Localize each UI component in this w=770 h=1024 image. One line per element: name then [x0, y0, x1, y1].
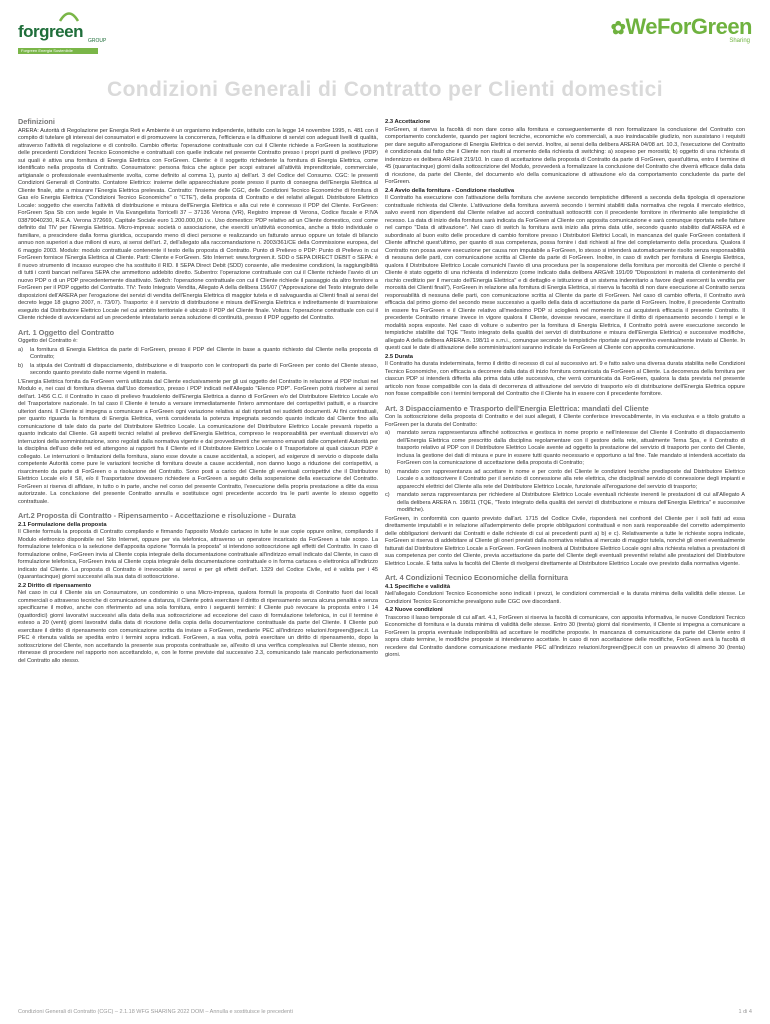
- list-item-text: mandato senza rappresentanza per richiedere al Distributore Elettrico Locale eventuali richieste inerenti le prestazioni di cui all'Allegato A della delibera ARERA n. 198/11 (TQE, "Testo integrato della qualità dei servizi di distribuzione e misura dell'Energia Elettrica" e successive modifiche).: [397, 492, 745, 513]
- paragraph: ForGreen, si riserva la facoltà di non dare corso alla fornitura e conseguentemente di non formalizzare la conclusione del Contratto con comportamento concludente, quando per ragioni tecniche, economiche e/o commerciali, a suo insindacabile giudizio, non sussistano i requisiti per dare seguito all'erogazione di Energia Elettrica o dei servizi. Inoltre, ai sensi della delibera ARERA 04/08 art. 10.3, l'esecuzione del Contratto è condizionata dal fatto che il Cliente non risulti al momento della richiesta di switching: a) sospeso per morosità; b) oggetto di una richiesta di indennizzo ex delibera ARG/elt 219/10. In caso di accettazione della proposta di Contratto da parte di ForGreen, quest'ultima, entro il termine di 45 (quarantacinque) giorni dalla sottoscrizione del Modulo, provvederà a formalizzare la conclusione del Contratto che diverrà efficace dalla data di ricezione, da parte del Cliente, del documento e/o della comunicazione di attivazione e/o da comportamento concludente da parte del ForGreen.: [385, 126, 745, 185]
- weforgreen-logo-sub: Sharing: [729, 38, 750, 44]
- page-header: [0, 0, 770, 60]
- page-title: Condizioni Generali di Contratto per Clienti domestici: [107, 78, 663, 101]
- list-item: [385, 469, 745, 492]
- subsection-heading: 4.1 Specifiche e validità: [385, 583, 451, 590]
- subsection-heading: 2.2 Diritto di ripensamento: [18, 582, 92, 589]
- leaf-icon: [58, 10, 80, 22]
- forgreen-logo-tagline: Forgreen Energia Sostenibile: [21, 48, 73, 53]
- paragraph: ForGreen, in conformità con quanto previsto dall'art. 1715 del Codice Civile, risponderà nei confronti del Cliente per i soli fatti ad essa direttamente imputabili e in relazione all'adempimento delle proprie obbligazioni contrattuali e non sarà responsabile del corretto adempimento delle obbligazioni derivanti dai Contratti e dalle richieste di cui ai precedenti punti a) b) e c). Relativamente a tutte le richieste sopra indicate, ForGreen si riserva di addebitare al Cliente gli oneri previsti dalla normativa relativa al mercato di maggior tutela, nonché gli oneri eventualmente fatturati dal Distributore Elettrico Locale a ForGreen. ForGreen inoltrerà al Distributore Elettrico Locale ogni altra richiesta relativa a prestazioni di sua competenza per conto del Cliente, previa accettazione da parte del Cliente degli eventuali preventivi relativi alle prestazioni del Distributore Elettrico Locale. È fatta salva la facoltà del Cliente di rivolgersi direttamente al Distributore Elettrico Locale ove previsto dalla normativa vigente.: [385, 515, 745, 567]
- paragraph: Il Contratto ha esecuzione con l'attivazione della fornitura che avviene secondo tempistiche differenti a seconda della tipologia di operazione contrattuale richiesta dal Cliente. L'attivazione della fornitura avverrà secondo i termini stabiliti dalla normativa che regola il mercato elettrico, salvo eventi non dipendenti dal Cliente relative ad accordi contrattuali sottoscritti con il precedente fornitore in riferimento alle tempistiche di recesso. La data di inizio della fornitura sarà indicata da ForGreen al Cliente con apposita comunicazione e sarà comunque riportata nelle fatture nel campo "Data di attivazione". Nel caso di switch la fornitura avrà inizio alla prima data utile, secondo quanto stabilito dall'ARERA ed è subordinato al buon esito delle procedure di cambio fornitore presso i Distributori Elettrici Locali, in mancanza del quale ForGreen contatterà il Cliente affinché quest'ultimo, per quanto di sua competenza, possa fornire i dati richiesti al fine del completamento della procedura. Qualora il Contratto non possa avere esecuzione per causa non imputabile a ForGreen, lo stesso si intenderà automaticamente risolto senza responsabilità di nessuna delle parti, con comunicazione scritta al Cliente da parte di ForGreen. Inoltre, in caso di switch per fornitura di Energia Elettrica, qualora il Distributore Elettrico Locale comunichi l'avvio di una procedura per la sospensione della fornitura per morosità del Cliente o perché il Cliente è stato oggetto di una richiesta di indennizzo (come indicato dalla delibera ARG/elt 191/09 "Disposizioni in materia di contenimento del rischio creditizio per il mercato dell'Energia Elettrica" e di dettaglio e istituzione di un sistema indennitario a favore degli esercenti la vendita per morosità dei Clienti finali"), ForGreen in relazione alla fornitura di Energia Elettrica, si riserva la facoltà di non dare esecuzione al Contratto senza responsabilità di nessuna delle parti, con comunicazione scritta al Cliente da parte di ForGreen. Nel caso di cambio offerta, il Contratto avrà efficacia dal primo giorno del secondo mese successivo a quello della data di accettazione da parte di ForGreen. Inoltre, il precedente Contratto in essere fra ForGreen e il Cliente relativo all'medesimo PDP si scioglierà nel momento in cui acquisterà efficacia il presente Contratto. Il precedente Contratto rimane invece in vigore qualora il Cliente, dovesse revocare, esercitare il diritto di ripensamento secondo i tempi e le modalità sopra esposte. Nel caso di volture o subentro per la fornitura di Energia Elettrica, il Contratto potrà avere esecuzione secondo le tempistiche stabilite dal TQE "Testo integrato della qualità dei servizi di distribuzione e misura dell'Energia Elettrica) e successive modifiche, allegato A della delibera ARERA n. 198/11 e s.m.i., comunque secondo le tempistiche riportate sul preventivo eventualmente inviato al Cliente. In questi casi le date di attivazione delle somministrazioni saranno indicate da ForGreen al Cliente con apposita comunicazione.: [385, 195, 745, 351]
- paragraph: Con la sottoscrizione della proposta di Contratto e dei suoi allegati, il Cliente conferisce irrevocabilmente, in via esclusiva e a titolo gratuito a ForGreen per la durata del Contratto:: [385, 414, 745, 428]
- subsection-heading: 2.3 Accettazione: [385, 119, 431, 125]
- section-heading: Art. 3 Dispacciamento e Trasporto dell'Energia Elettrica: mandati del Cliente: [385, 403, 649, 413]
- weforgreen-logo-name: ✿WeForGreen: [610, 14, 752, 39]
- list-item-text: mandato con rappresentanza ad accettare in nome e per conto del Cliente le condizioni tecniche predisposte dal Distributore Elettrico Locale o a sottoscrivere il Contratto per il servizio di connessione alla rete elettrica, che disciplinail servizio di connessione degli impianti e apparecchi elettrici del Cliente alla rete del Distributore Elettrico Locale, funzionale all'erogazione del servizio di trasporto;: [397, 468, 745, 490]
- list-item: [18, 347, 378, 362]
- list-marker: b): [385, 468, 390, 475]
- list-marker: c): [385, 492, 390, 498]
- list-marker: a): [385, 430, 390, 436]
- section-heading: Art. 4 Condizioni Tecnico Economiche della fornitura: [385, 573, 569, 582]
- paragraph: Il Cliente formula la proposta di Contratto compilando e firmando l'apposito Modulo cartaceo in tutte le sue copie oppure online, compilando il Modulo elettronico disponibile nel Sito Internet, oppure per via telefonica, attraverso un operatore incaricato da ForGreen a tale scopo. La formulazione telefonica o la selezione dell'apposita opzione "formula la proposta" si intendono sottoscrizione agli effetti del Contratto. In caso di formulazione online, ForGreen invia al Cliente copia integrale della documentazione contrattuale all'indirizzo email indicato dal Cliente, in caso di formulazione telefonica, ForGreen invia al Cliente copia integrale della documentazione contrattuale o in forma cartacea o elettronica all'indirizzo indicato dal Cliente. La proposta di Contratto è irrevocabile ai sensi e per gli effetti dell'art. 1329 del Codice Civile, ed è valida per i 45 (quarantacinque) giorni successivi alla sua data di sottoscrizione.: [18, 529, 378, 580]
- list-item: [385, 430, 745, 468]
- forgreen-logo-name: forgreen: [18, 22, 83, 41]
- forgreen-logo-group: GROUP: [88, 38, 107, 44]
- subsection-heading: 2.4 Avvio della fornitura - Condizione risolutiva: [385, 187, 515, 194]
- section-heading: Definizioni: [18, 117, 55, 126]
- subsection-heading: 2.5 Durata: [385, 353, 414, 360]
- forgreen-logo: [18, 10, 128, 53]
- footer-text: Condizioni Generali di Contratto (CGC) – 2.1.18 WFG SHARING 2022 DOM – Annulla e sostituisce le precedenti: [18, 1009, 293, 1015]
- list-marker: b): [18, 362, 23, 369]
- paragraph: Oggetto del Contratto è:: [18, 338, 78, 344]
- subsection-heading: 4.2 Nuove condizioni: [385, 607, 443, 613]
- weforgreen-logo: [582, 12, 752, 48]
- forgreen-logo-strip: [18, 48, 98, 54]
- list-marker: a): [18, 346, 23, 353]
- page-footer: [18, 1009, 752, 1015]
- list-item-text: la fornitura di Energia Elettrica da parte di ForGreen, presso il PDP del Cliente in base a quanto richiesto dal Cliente nella proposta di Contratto;: [30, 346, 378, 360]
- paragraph: Nel caso in cui il Cliente sia un Consumatore, un condominio o una Micro-impresa, qualora formuli la proposta di Contratto fuori dai locali commerciali o attraverso tecniche di comunicazione a distanza, il Cliente potrà esercitare il diritto di ripensamento senza alcuna penalità e senza specificarne il motivo, anche con riferimento ad una sola fornitura, entro i seguenti termini: il Cliente può revocare la proposta entro i 14 (quattordici) giorni lavorativi successivi alla data della sua sottoscrizione ad eccezione del caso di formulazione telefonica, in cui il termine è esteso a 20 (venti) giorni lavorativi dalla data di ricezione della copia della documentazione contrattuale da parte del Cliente. Il Cliente può esercitare il diritto di ripensamento con comunicazione scritta da inviare a ForGreen, mediante PEC all'indirizzo relazioni.forgreen@pec.it. La PEC è ritenuta valida se spedita entro i termini sopra indicati. ForGreen, a sua volta, potrà esercitare un diritto di ripensamento, dopo la sottoscrizione del Cliente, non accettando la presente sua proposta contrattuale se, all'esito di una verifica complessiva sul Cliente stesso, non ritenesse di procedere nel rapporto non accettandolo, e, con le forme previste dal successivo 2.3, comunicando tale mancato perfezionamento del Contratto allo stesso.: [18, 590, 378, 664]
- list-item: [18, 363, 378, 378]
- left-column: [18, 118, 378, 666]
- list-item: [385, 492, 745, 515]
- section-heading: Art. 1 Oggetto del Contratto: [18, 327, 115, 337]
- subsection-heading: 2.1 Formulazione della proposta: [18, 521, 107, 528]
- paragraph: Trascorso il lasso temporale di cui all'art. 4.1, ForGreen si riserva la facoltà di comunicare, con apposita informativa, le nuove Condizioni Tecnico Economiche di fornitura e la durata minima di validità delle stesse. Entro 30 (trenta) giorni dal ricevimento, il Cliente si impegna a comunicare a ForGreen la propria eventuale indisponibilità ad accettare le modifiche proposte. In mancanza di comunicazione da parte del Cliente entro il sopra citato termine, le modifiche proposte si intenderanno accettate. In caso di non accettazione delle modifiche, ForGreen avrà la facoltà di recedere dal Contratto dandone comunicazione mediante PEC all'indirizzo relazioni.forgreen@pec.it con un preavviso di almeno 30 (trenta) giorni.: [385, 614, 745, 658]
- page-number: 1 di 4: [738, 1009, 752, 1015]
- list-item-text: la stipula dei Contratti di dispacciamento, distribuzione e di trasporto con le controparti da parte di ForGreen per conto del Cliente stesso, secondo quanto previsto dalle norme vigenti in materia.: [30, 362, 378, 376]
- paragraph: Il Contratto ha durata indeterminata, fermo il diritto di recesso di cui al successivo art. 9 e fatto salvo una diversa durata stabilita nelle Condizioni Tecnico Economiche, con efficacia a decorrere dalla data di inizio fornitura comunicata da ForGreen al Cliente. La decorrenza della fornitura per ciascun PDP si intenderà differita alla prima data utile successiva, che verrà comunicata da ForGreen, qualora la data prevista nel presente articolo non fosse compatibile con la data di decorrenza di attivazione del servizio di trasporto e/o di distribuzione dell'Energia Elettrica oppure non fosse compatibile con i termini temporali del Contratto che il Cliente ha in essere con il precedente fornitore.: [385, 361, 745, 397]
- definitions-text: ARERA: Autorità di Regolazione per Energia Reti e Ambiente è un organismo indipendente, istituito con la legge 14 novembre 1995, n. 481 con il compito di tutelare gli interessi dei consumatori e di promuovere la concorrenza, l'efficienza e la diffusione di servizi con adeguati livelli di qualità, attraverso l'attività di regolazione e di controllo. Cambio offerta: l'operazione contrattuale con cui il Cliente richiede a ForGreen la sostituzione delle precedenti Condizioni Tecnico Economiche e contrattuali con quelle indicate nel presente Contratto presso i propri punti di prelievo (PDP) sui quali è attiva una fornitura di Energia Elettrica con ForGreen. Cliente: è il soggetto richiedente la fornitura di Energia Elettrica, come identificato nella proposta di Contratto. Consumatore: persona fisica che agisce per scopi estranei all'attività imprenditoriale, commerciale, artigianale o professionale eventualmente svolta, come definito al comma 1), punto a) dell'art. 3 del Codice del Consumo. CGC: le presenti Condizioni Generali di Contratto. Contatore Elettrico: insieme delle apparecchiature poste presso il punto di consegna dell'Energia Elettrica al Cliente finale, atte a misurare l'Energia Elettrica prelevata. Contratto: l'insieme delle CGC, delle Condizioni Tecnico Economiche di fornitura di Gas e/o Energia Elettrica ("Condizioni Tecnico Economiche" o "CTE"), della proposta di Contratto e dei relativi allegati. Distributore Elettrico Locale: soggetto che esercita l'attività di distribuzione e misura dell'Energia Elettrica e alla cui rete è connesso il PDP del Cliente. ForGreen: ForGreen Spa Sb con sede legale in Via Evangelista Torricelli 37 – 37136 Verona (VR), Registro imprese di Verona, Codice fiscale e P.IVA 03879040230, R.E.A. Verona 372669, Capitale Sociale euro 1.200.000,00 i.v.. Uso domestico: PDP relativo ad un Cliente domestico, così come definito dal TIV per l'Energia Elettrica. Micro-impresa: società o associazione, che eserciti un'attività economica, anche a titolo individuale o familiare, a prescindere dalla forma giuridica, occupando meno di dieci persone e realizzando un fatturato annuo oppure un totale di bilancio annuo non superiori a due milioni di euro, ai sensi dell'art. 2, dell'allegato alla raccomandazione n. 2003/361/CE della Commissione europea, del 6 maggio 2003. Modulo: modulo contrattuale contenente il testo della proposta di Contratto. Punto di Prelievo o PDP: Punto di Prelievo in cui ForGreen fornisce l'Energia Elettrica al Cliente. Parti: Cliente e ForGreen. Sito Internet: www.forgreen.it. SDD o SEPA DIRECT DEBIT o SEPA: è il nuovo strumento di incasso europeo che ha sostituito il RID. Il SEPA Direct Debit (SDD) consente, alle medesime condizioni, la raggiungibilità di tutti i conti bancari nell'area SEPA che ammettono addebito diretto. Subentro: l'operazione contrattuale con cui il Cliente richiede l'avvio di un nuovo PDP o di un PDP precedentemente disattivato. Switch: l'operazione contrattuale con cui il Cliente richiede il passaggio da altro fornitore a ForGreen per il PDP oggetto del Contratto. TIV: Testo Integrato Vendita, Allegato A della delibera 156/07 ("Approvazione del Testo integrato delle disposizioni dell'ARERA per l'erogazione dei servizi di vendita dell'Energia Elettrica di maggior tutela e di salvaguardia ai Clienti finali ai sensi del decreto legge 18 giugno 2007, n. 73/07). Trasporto: è il servizio di distribuzione e misura dell'Energia Elettrica e indirettamente di trasmissione eseguito dal Distributore Elettrico Locale nel cui ambito territoriale è ubicato il PDP del Cliente finale. Voltura: l'operazione contrattuale con cui il Cliente richiede di avvicendarsi ad un precedente intestatario senza soluzione di continuità, presso il PDP oggetto del Contratto.: [18, 127, 378, 321]
- list-item-text: mandato senza rappresentanza affinché sottoscriva e gestisca in nome proprio e nell'interesse del Cliente il Contratto di dispacciamento dell'Energia Elettrica come prescritto dalla disciplina regolamentare con il gestore della rete, attualmente Terna Spa, e il Contratto di trasporto relativo al PDP con il Distributore Elettrico Locale avente ad oggetto la prestazione del servizio di trasporto per conto del Cliente, inclusa la gestione dei dati di misura e pure in essere tutti quanto necessario e opportuno a tal fine. Tale mandato si intenderà accettato da ForGreen con la comunicazione di accettazione della proposta di Contratto;: [397, 430, 745, 466]
- paragraph: L'Energia Elettrica fornita da ForGreen verrà utilizzata dal Cliente esclusivamente per gli usi oggetto del Contratto in relazione al PDP inclusi nel Modulo e, nei casi di fornitura diversa dall'Uso domestico, presso i PDP indicati nell'Allegato "Elenco PDP". ForGreen potrà risolvere ai sensi dell'art. 1456 C.C. il Contratto in caso di prelievo fraudolento dell'Energia Elettrica a danno di ForGreen e/o del Distributore Elettrico Locale e/o del Trasportatore nazionale. In tal caso il Cliente è tenuto a versare immediatamente l'intero ammontare dei corrispettivi pattuiti, e a risarcire ulteriori danni. Il Cliente si impegna a comunicare a ForGreen ogni variazione relativa ai dati riportati nei suddetti documenti. Ai fini contrattuali, per quanto riguarda la fornitura di Energia Elettrica, verrà considerata la potenza impegnata secondo quanto indicato dal Cliente fino alla comunicazione di tale dato da parte del Distributore Elettrico Locale. La comunicazione del Distributore Elettrico Locale prevarrà rispetto a quanto indicato dal Cliente. Gli aspetti tecnici relativi al prelievo dell'Energia Elettrica, compreso le responsabilità per eventuali disservizi e/o interruzioni della somministrazione, sono regolati dalla normativa vigente e dai provvedimenti che verranno emanati dalle competenti Autorità per la disciplina dell'uso delle reti ed attengono ai rapporti fra il Cliente ed il Distributore Elettrico Locale o il Trasportatore ai quali ciascun PDP è collegato. Le interruzioni o limitazioni della fornitura, siano esse dovute a cause accidentali, a scioperi, ad esigenze di servizio o disposte dalla competente Autorità come pure le variazioni tecniche di fornitura dovute a cause accidentali, non danno luogo a riduzione dei corrispettivi, a risarcimento da parte di ForGreen o a risoluzione del Contratto. Sono posti a carico del Cliente gli eventuali corrispettivi che il Distributore Elettrico Locale e/o il SII, e/o il Trasportatore dovessero richiedere a ForGreen a seguito della sospensione della esecuzione del Contratto. ForGreen si riserva di affidare, in tutto o in parte, anche nel corso del presente Contratto, l'esecuzione della propria prestazione a ditte da essa autorizzate. La conclusione del presente Contratto annulla e sostituisce ogni precedente accordo tra le parti avente lo stesso oggetto contrattuale.: [18, 378, 378, 505]
- right-column: [385, 118, 745, 661]
- section-heading: Art.2 Proposta di Contratto - Ripensamento - Accettazione e risoluzione - Durata: [18, 511, 296, 520]
- paragraph: Nell'allegato Condizioni Tecnico Economiche sono indicati i prezzi, le condizioni commerciali e la durata minima della validità delle stesse. Le Condizioni Tecnico Economiche prevalgono sulle CGC ove discordanti.: [385, 591, 745, 605]
